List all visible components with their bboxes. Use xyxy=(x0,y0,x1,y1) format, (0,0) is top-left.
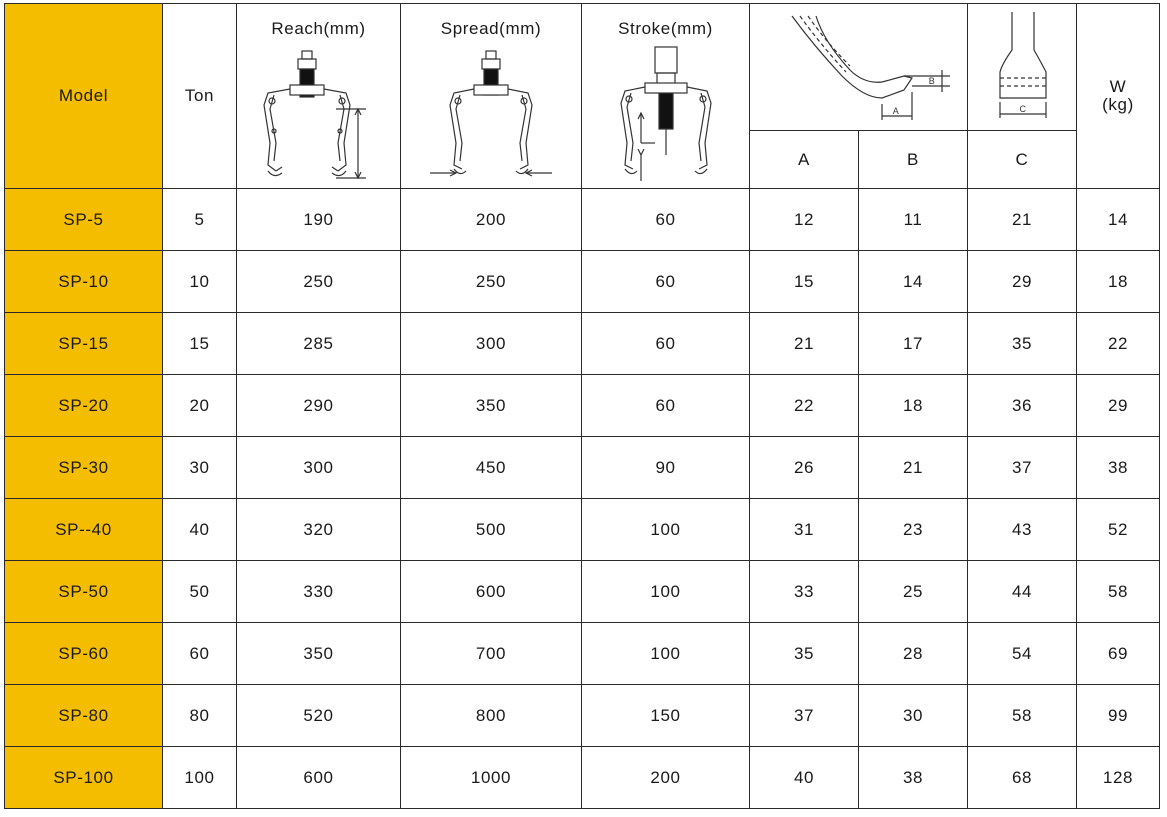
cell-b: 21 xyxy=(859,437,968,499)
cell-b: 17 xyxy=(859,313,968,375)
cell-model: SP-20 xyxy=(5,375,163,437)
puller-stroke-diagram-icon xyxy=(601,43,731,183)
spec-table-container xyxy=(4,3,1160,809)
jaw-diagram-b-label: B xyxy=(928,76,935,86)
header-reach-label: Reach(mm) xyxy=(271,19,366,38)
cell-ton: 50 xyxy=(163,561,237,623)
cell-spread: 500 xyxy=(401,499,582,561)
cell-reach: 330 xyxy=(237,561,401,623)
cell-c: 21 xyxy=(968,189,1077,251)
cell-reach: 520 xyxy=(237,685,401,747)
cell-c: 29 xyxy=(968,251,1077,313)
puller-spread-diagram-icon xyxy=(426,43,556,183)
cell-b: 11 xyxy=(859,189,968,251)
cell-ton: 100 xyxy=(163,747,237,809)
jaw-diagram-a-label: A xyxy=(892,106,899,116)
header-row xyxy=(5,4,1160,131)
table-body xyxy=(5,189,1160,809)
table-row xyxy=(5,251,1160,313)
cell-weight: 29 xyxy=(1077,375,1160,437)
cell-stroke: 100 xyxy=(582,561,750,623)
table-row xyxy=(5,375,1160,437)
cell-model: SP-15 xyxy=(5,313,163,375)
cell-b: 25 xyxy=(859,561,968,623)
cell-a: 35 xyxy=(750,623,859,685)
cell-weight: 99 xyxy=(1077,685,1160,747)
cell-c: 43 xyxy=(968,499,1077,561)
table-row xyxy=(5,437,1160,499)
cell-spread: 700 xyxy=(401,623,582,685)
header-ton: Ton xyxy=(163,4,237,189)
cell-model: SP-60 xyxy=(5,623,163,685)
cell-a: 26 xyxy=(750,437,859,499)
cell-spread: 300 xyxy=(401,313,582,375)
cell-stroke: 200 xyxy=(582,747,750,809)
cell-ton: 20 xyxy=(163,375,237,437)
cell-model: SP-100 xyxy=(5,747,163,809)
cell-weight: 22 xyxy=(1077,313,1160,375)
cell-spread: 800 xyxy=(401,685,582,747)
cell-reach: 250 xyxy=(237,251,401,313)
cell-reach: 190 xyxy=(237,189,401,251)
cell-c: 36 xyxy=(968,375,1077,437)
cell-a: 31 xyxy=(750,499,859,561)
cell-reach: 350 xyxy=(237,623,401,685)
cell-a: 33 xyxy=(750,561,859,623)
jaw-tip-c-diagram-icon xyxy=(972,6,1072,126)
jaw-tip-ab-diagram-icon xyxy=(754,6,964,126)
cell-spread: 350 xyxy=(401,375,582,437)
cell-reach: 300 xyxy=(237,437,401,499)
cell-model: SP--40 xyxy=(5,499,163,561)
cell-ton: 60 xyxy=(163,623,237,685)
cell-a: 37 xyxy=(750,685,859,747)
header-a: A xyxy=(750,131,859,189)
cell-b: 28 xyxy=(859,623,968,685)
puller-reach-diagram-icon xyxy=(254,43,384,183)
header-weight-line2: (kg) xyxy=(1102,95,1134,114)
header-model: Model xyxy=(5,4,163,189)
cell-reach: 290 xyxy=(237,375,401,437)
cell-model: SP-80 xyxy=(5,685,163,747)
table-row xyxy=(5,313,1160,375)
cell-c: 37 xyxy=(968,437,1077,499)
cell-weight: 58 xyxy=(1077,561,1160,623)
cell-spread: 450 xyxy=(401,437,582,499)
table-row xyxy=(5,623,1160,685)
header-b: B xyxy=(859,131,968,189)
header-weight-line1: W xyxy=(1109,77,1127,96)
header-stroke-label: Stroke(mm) xyxy=(618,19,713,38)
cell-weight: 69 xyxy=(1077,623,1160,685)
cell-stroke: 90 xyxy=(582,437,750,499)
cell-a: 40 xyxy=(750,747,859,809)
cell-a: 12 xyxy=(750,189,859,251)
cell-weight: 38 xyxy=(1077,437,1160,499)
cell-ton: 10 xyxy=(163,251,237,313)
cell-stroke: 100 xyxy=(582,623,750,685)
cell-reach: 600 xyxy=(237,747,401,809)
cell-stroke: 100 xyxy=(582,499,750,561)
header-spread-label: Spread(mm) xyxy=(440,19,542,38)
cell-ton: 5 xyxy=(163,189,237,251)
cell-b: 14 xyxy=(859,251,968,313)
cell-ton: 80 xyxy=(163,685,237,747)
cell-c: 54 xyxy=(968,623,1077,685)
header-weight xyxy=(1077,4,1160,189)
table-row xyxy=(5,685,1160,747)
header-c: C xyxy=(968,131,1077,189)
cell-a: 15 xyxy=(750,251,859,313)
cell-c: 68 xyxy=(968,747,1077,809)
cell-weight: 18 xyxy=(1077,251,1160,313)
header-stroke xyxy=(582,4,750,189)
cell-c: 58 xyxy=(968,685,1077,747)
cell-stroke: 60 xyxy=(582,375,750,437)
table-row xyxy=(5,189,1160,251)
cell-weight: 14 xyxy=(1077,189,1160,251)
jaw-diagram-c-label: C xyxy=(1019,104,1027,114)
cell-c: 35 xyxy=(968,313,1077,375)
cell-spread: 200 xyxy=(401,189,582,251)
cell-spread: 1000 xyxy=(401,747,582,809)
cell-stroke: 60 xyxy=(582,251,750,313)
header-reach xyxy=(237,4,401,189)
cell-ton: 30 xyxy=(163,437,237,499)
cell-c: 44 xyxy=(968,561,1077,623)
cell-b: 30 xyxy=(859,685,968,747)
cell-a: 22 xyxy=(750,375,859,437)
table-row xyxy=(5,561,1160,623)
cell-ton: 15 xyxy=(163,313,237,375)
cell-b: 38 xyxy=(859,747,968,809)
puller-spec-table xyxy=(4,3,1160,809)
cell-model: SP-10 xyxy=(5,251,163,313)
cell-model: SP-50 xyxy=(5,561,163,623)
cell-spread: 250 xyxy=(401,251,582,313)
cell-stroke: 60 xyxy=(582,313,750,375)
cell-stroke: 150 xyxy=(582,685,750,747)
cell-model: SP-5 xyxy=(5,189,163,251)
table-row xyxy=(5,747,1160,809)
cell-a: 21 xyxy=(750,313,859,375)
cell-b: 23 xyxy=(859,499,968,561)
header-spread xyxy=(401,4,582,189)
cell-stroke: 60 xyxy=(582,189,750,251)
cell-reach: 320 xyxy=(237,499,401,561)
header-jaw-ab-diagram xyxy=(750,4,968,131)
cell-b: 18 xyxy=(859,375,968,437)
cell-model: SP-30 xyxy=(5,437,163,499)
cell-spread: 600 xyxy=(401,561,582,623)
table-row xyxy=(5,499,1160,561)
cell-ton: 40 xyxy=(163,499,237,561)
header-jaw-c-diagram xyxy=(968,4,1077,131)
cell-weight: 128 xyxy=(1077,747,1160,809)
cell-reach: 285 xyxy=(237,313,401,375)
cell-weight: 52 xyxy=(1077,499,1160,561)
